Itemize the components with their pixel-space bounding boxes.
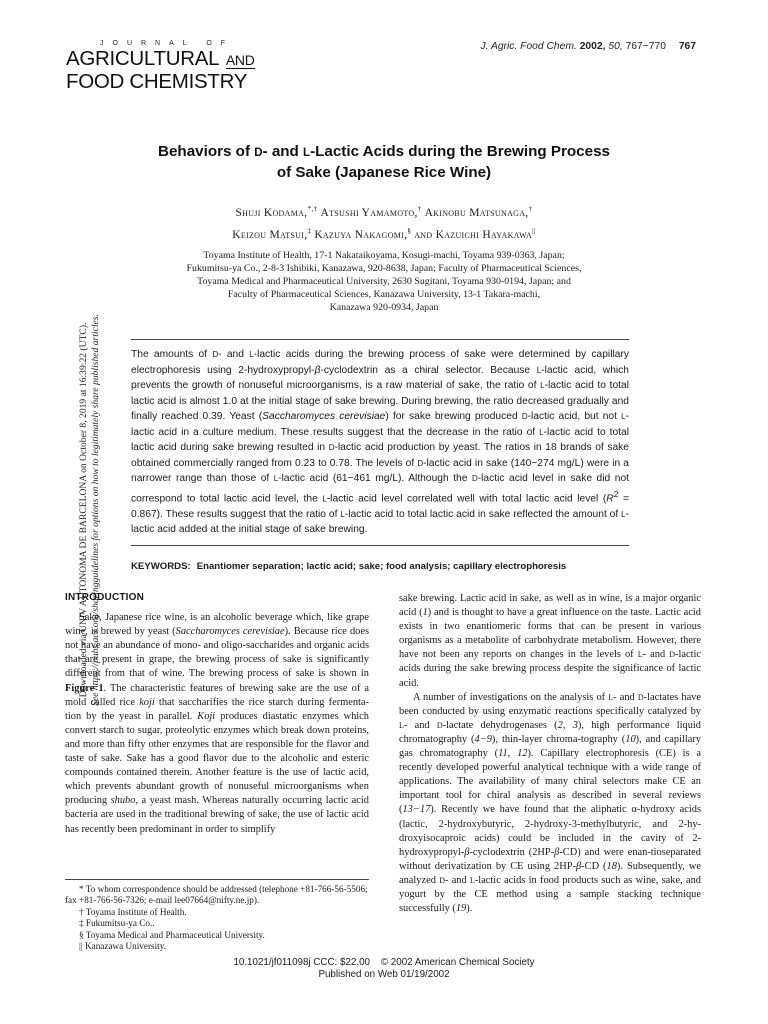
author-name: Shuji Kodama, <box>235 206 308 219</box>
author-mark: † <box>528 204 533 213</box>
author <box>424 204 533 219</box>
abstract-run: -lactic acid level correlated well with total lactic acid level ( <box>326 493 607 505</box>
affiliation-line: Faculty of Pharmaceutical Sciences, Kanazawa University, 13-1 Takara-machi, <box>227 289 541 300</box>
title-text: - and <box>262 143 304 160</box>
text-run: - and <box>403 719 437 731</box>
column-right <box>399 592 701 916</box>
author <box>232 225 312 241</box>
abstract-l: L <box>322 494 327 504</box>
title-l: L <box>303 147 311 159</box>
journal-citation <box>481 41 697 52</box>
footnote: § Toyama Medical and Pharmaceutical University. <box>79 929 265 940</box>
right-paragraph-1 <box>399 592 701 691</box>
text-run: that saccharifies the rice starch during fermenta-tion by the yeast in parallel. <box>65 696 370 722</box>
reference-link[interactable]: 1 <box>422 607 428 619</box>
text-run: - and <box>444 874 470 886</box>
text-run: ). Because rice does not have an abundance of mono- and oligo-saccharides and organic acids that are present in grape, the brewing process of sake is significantly different from that of wine. The brewing process of sake is shown in <box>65 626 369 680</box>
keywords-label: KEYWORDS: <box>131 561 191 572</box>
text-run: ) and is thought to have a great influence on the taste. Lactic acid exists in two enantiomeric forms that can be present in various organisms as a metabolite of carbohydrate metabolism. However, there have not been any reports on changes in the levels of <box>399 607 701 661</box>
reference-link[interactable]: 19 <box>455 903 467 915</box>
author-mark: ‡ <box>307 225 312 235</box>
abstract-beta: β <box>314 364 321 376</box>
author-mark: *,† <box>307 204 318 213</box>
author-name: Kazuya Nakagomi, <box>314 228 408 241</box>
text-l: L <box>399 720 404 730</box>
abstract-run: -lactic acid, which prevents the growth of nonuseful microorganisms, is a raw material of sake, the ratio of <box>131 364 629 392</box>
text-d: D <box>637 692 644 702</box>
abstract-d: D <box>328 443 335 453</box>
citation-journal: J. Agric. Food Chem. <box>480 41 577 52</box>
figure-1-link[interactable]: Figure 1 <box>65 682 104 694</box>
doi-text[interactable]: 10.1021/jf011098j CCC: $22.00 <box>233 957 370 968</box>
text-run: ). Recently we have found that the aliphatic α-hydroxy acids (lactic, 2-hydroxybutyric, 2-hydroxy-3-methylbutyric, and 2-hy-droxyisocaproic acids) could be included in the cavity of 2-hydroxypropyl- <box>399 804 701 858</box>
abstract-d: D <box>212 350 219 359</box>
abstract-d: D <box>471 474 478 484</box>
abstract-run: -lactic acid in a culture medium. These results suggest that the decrease in the ratio of <box>131 411 629 438</box>
text-run: -cyclodextrin (2HP- <box>469 846 555 858</box>
author-name: and Kazuichi Hayakawa <box>414 228 533 241</box>
reference-link[interactable]: 13−17 <box>402 804 431 816</box>
footnote: † Toyama Institute of Health. <box>79 906 187 917</box>
journal-logo <box>66 40 286 92</box>
abstract-run: -lactic acid (61−461 mg/L). Although the <box>278 473 472 485</box>
text-run: . The characteristic features of brewing sake are the use of a mold called rice <box>65 682 369 708</box>
intro-paragraph-1 <box>65 611 369 837</box>
affiliations <box>140 249 628 314</box>
logo-line-2: FOOD CHEMISTRY <box>66 70 248 93</box>
text-run: - and <box>642 649 670 661</box>
text-d: D <box>436 720 443 730</box>
text-run: ), high performance liquid chromatography ( <box>399 719 701 745</box>
text-run: -lactic acids in food products such as wine, sake, and yogurt by the CE method using a sample stacking technique successfully ( <box>399 874 701 915</box>
author <box>320 204 422 219</box>
logo-agricultural: AGRICULTURAL <box>66 47 219 70</box>
term-koji: koji <box>139 696 155 708</box>
author-mark: || <box>532 225 536 235</box>
text-l: L <box>608 692 614 702</box>
reference-link[interactable]: 11, 12 <box>498 748 528 760</box>
text-run: ), thin-layer chroma-tography ( <box>491 733 626 745</box>
abstract-l: L <box>340 509 345 519</box>
reference-link[interactable]: 18 <box>606 860 617 872</box>
affiliation-line: Toyama Institute of Health, 17-1 Nakataikoyama, Kosugi-machi, Toyama 939-0363, Japan; <box>203 250 565 261</box>
abstract-l: L <box>539 427 544 437</box>
citation-volume: 50, <box>608 41 623 52</box>
abstract-l: L <box>536 365 542 375</box>
text-d: D <box>669 650 676 660</box>
affiliation-line: Kanazawa 920-0934, Japan <box>329 302 439 313</box>
abstract-d: D <box>417 458 424 468</box>
affiliation-line: Toyama Medical and Pharmaceutical University, 2630 Sugitani, Toyama 930-0194, Japan; and <box>197 276 571 287</box>
citation-pages: 767−770 <box>625 41 666 52</box>
text-run: A number of investigations on the analysis of <box>413 691 609 703</box>
reference-link[interactable]: 4−9 <box>474 733 492 745</box>
abstract-run: The amounts of <box>131 349 213 360</box>
text-run: Sake, Japanese rice wine, is an alcoholic beverage which, like grape wine, is brewed by yeast ( <box>65 612 369 638</box>
text-run: ). Capillary electrophoresis (CE) is a recently developed powerful analytical technique with a wide range of applications. The availability of many chiral selectors make CE an important tool for chiral analysis as described in several reviews ( <box>399 748 701 816</box>
abstract-r2-sup: 2 <box>613 488 619 499</box>
footnotes <box>65 879 369 952</box>
text-run: produces diastatic enzymes which convert starch to sugar, proteolytic enzymes which break down proteins, and more than fifty other enzymes that are responsible for the flavor and taste of sake. Sake has a good flavor due to the alcoholic and esteric compounds contained therein. Another feature is the use of lactic acid, which prevents abundant growth of nonuseful microorganisms when producing <box>65 710 369 807</box>
abstract-run: and <box>221 349 250 360</box>
abstract-run: -lactic acids during the brewing process of sake were determined by capillary electrophoresis using 2-hydroxypropyl- <box>131 349 629 376</box>
article-title <box>130 142 638 182</box>
beta-symbol: β <box>554 846 560 858</box>
text-run: ). <box>466 903 473 915</box>
reference-link[interactable]: 2, 3 <box>557 719 578 731</box>
logo-line-1 <box>66 48 286 71</box>
abstract-run: -lactic acid to total lactic acid is almost 1.0 at the initial stage of sake brewing. During brewing, the ratio decreased gradually and finally reached 0.39. Yeast ( <box>131 380 629 423</box>
abstract-run: -lactic acid to total lactic acid during sake brewing resulted in <box>131 426 629 454</box>
copyright-text: © 2002 American Chemical Society <box>380 957 535 968</box>
keywords-text: Enantiomer separation; lactic acid; sake; food analysis; capillary electrophoresis <box>196 561 567 572</box>
abstract-run: -lactic acid in sake (140−274 mg/L) were in a narrower range than those of <box>131 457 630 485</box>
citation-year: 2002, <box>579 41 606 52</box>
footnote-correspondence: * To whom correspondence should be addressed (telephone +81-766-56-5506; fax +81-766-56-7326; e-mail lee07664@nifty.ne.jp). <box>65 884 368 906</box>
abstract-run: = 0.867). These results suggest that the ratio of <box>131 493 629 520</box>
abstract-l: L <box>249 350 254 359</box>
right-paragraph-2 <box>399 691 701 917</box>
affiliation-line: Fukumitsu-ya Co., 2-8-3 Ishibiki, Kanazawa, 920-8638, Japan; Faculty of Pharmaceutical Sciences, <box>186 263 582 274</box>
author-list <box>130 200 638 244</box>
abstract-run: -lactic acid added at the initial stage of sake brewing. <box>131 508 630 536</box>
author-name: Akinobu Matsunaga, <box>424 206 529 219</box>
abstract-run: -cyclodextrin as a chiral selector. Because <box>320 364 537 376</box>
title-d: D <box>254 147 263 159</box>
abstract-run: -lactic acid production by yeast. The ratios in 18 brands of sake obtained commercially ranged from 0.23 to 0.78. The levels of <box>131 442 629 469</box>
abstract-l: L <box>621 412 626 422</box>
abstract-d: D <box>521 412 528 422</box>
logo-and: AND <box>225 52 255 68</box>
abstract-box <box>131 339 629 546</box>
published-date: Published on Web 01/19/2002 <box>318 969 450 980</box>
abstract-r2: R <box>606 493 614 505</box>
author <box>235 204 318 219</box>
abstract-l: L <box>540 381 545 391</box>
author <box>414 225 536 241</box>
title-text: Behaviors of <box>158 143 255 160</box>
text-run: ). Subsequently, we analyzed <box>399 860 702 886</box>
text-run: -CD ( <box>581 860 607 872</box>
abstract-l: L <box>273 474 279 484</box>
text-l: L <box>469 875 475 885</box>
author-name: Keizou Matsui, <box>232 228 308 241</box>
text-run: sake brewing. Lactic acid in sake, as well as in wine, is a major organic acid ( <box>399 593 701 619</box>
text-run: -lactic acids during the sake brewing process despite the significance of lactic acid. <box>399 649 701 689</box>
beta-symbol: β <box>464 846 470 858</box>
side-note-line-2: See https://pubs.acs.org/sharingguidelines for options on how to legitimately share published articles. <box>90 314 101 706</box>
abstract-text <box>131 347 629 538</box>
beta-symbol: β <box>575 860 582 872</box>
author-mark: § <box>407 225 412 235</box>
reference-link[interactable]: 10 <box>625 733 636 745</box>
text-run: -lactate dehydrogenases ( <box>442 719 558 731</box>
text-run: - and <box>613 691 638 703</box>
footnote: ‡ Fukumitsu-ya Co.. <box>79 918 155 929</box>
abstract-run: -lactic acid to total lactic acid in sake reflected the amount of <box>344 508 622 520</box>
section-heading-introduction: INTRODUCTION <box>65 592 145 603</box>
title-line-2: of Sake (Japanese Rice Wine) <box>276 164 492 181</box>
abstract-run: -lactic acid, but not <box>527 411 622 423</box>
term-koji: Koji <box>197 710 216 722</box>
footnote: || Kanazawa University. <box>79 941 167 952</box>
text-run: ), and capillary gas chromatography ( <box>399 733 701 760</box>
abstract-run: ) for sake brewing produced <box>385 411 522 423</box>
text-run: -lactates have been conducted by using enzymatic reactions specifically catalyzed by <box>399 691 701 717</box>
logo-journal-of: JOURNAL OF <box>100 40 235 47</box>
title-text: -Lactic Acids during the Brewing Process <box>310 143 610 160</box>
text-d: D <box>439 875 445 885</box>
column-left <box>65 591 369 837</box>
abstract-run: -lactic acid level in sake did not correspond to total lactic acid level, the <box>131 473 629 505</box>
doi-line <box>0 957 768 969</box>
text-run: -CD) and were enan-tioseparated without derivatization by CE using 2HP- <box>399 846 701 872</box>
abstract-l: L <box>621 509 626 519</box>
abstract-run: - <box>218 349 222 360</box>
page-number: 767 <box>678 41 696 52</box>
side-note-line-1: Downloaded via UNIV AUTONOMA DE BARCELONA on October 8, 2019 at 16:39:22 (UTC). <box>78 322 89 698</box>
text-run: , a yeast mash. Whereas naturally occurring lactic acid bacteria are used in the traditional brewing of sake, the use of lactic acid has recently been predominant in order to simplify <box>65 795 369 835</box>
author-mark: † <box>417 204 422 213</box>
author-name: Atsushi Yamamoto, <box>320 206 418 219</box>
abstract-species: Saccharomyces cerevisiae <box>262 411 386 423</box>
keywords <box>131 561 629 572</box>
term-shubo: shubo <box>110 795 136 807</box>
species-name: Saccharomyces cerevisiae <box>175 626 285 638</box>
author <box>314 225 412 241</box>
text-l: L <box>637 650 643 660</box>
